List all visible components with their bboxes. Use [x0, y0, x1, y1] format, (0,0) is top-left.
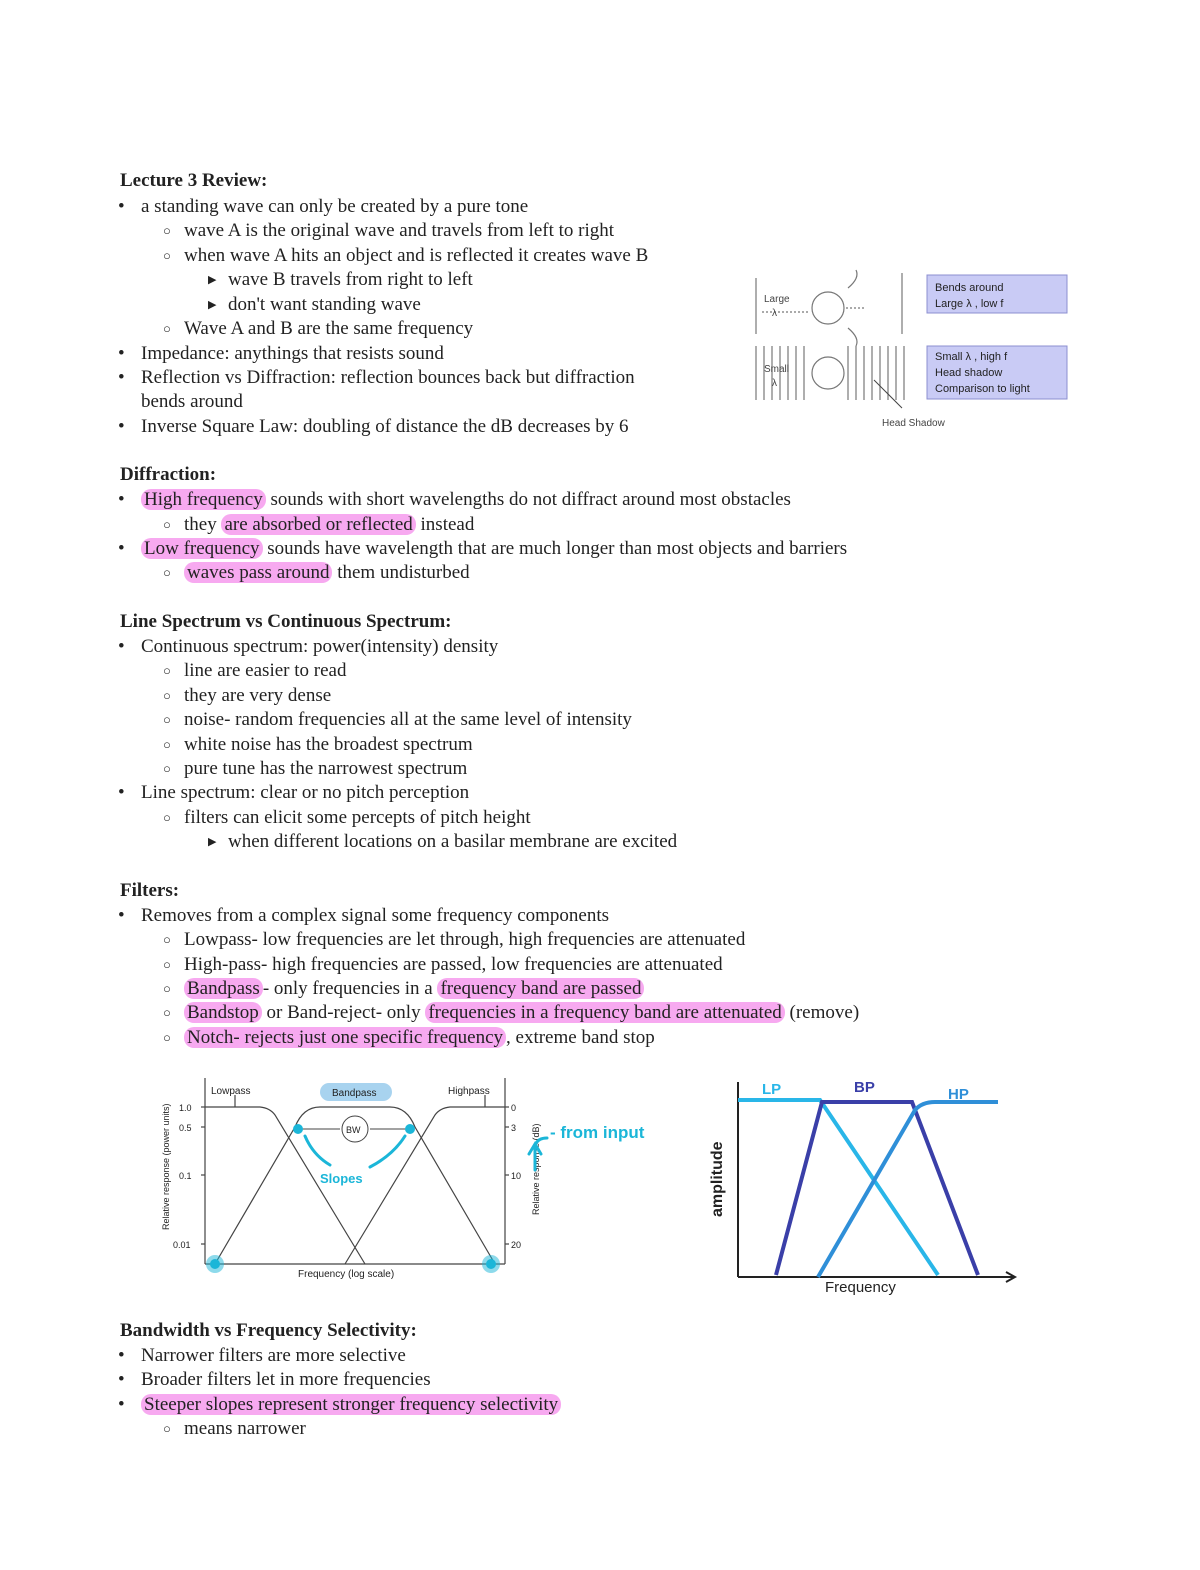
box2-item3: Comparison to light [935, 383, 1030, 395]
bullet: ○ [163, 663, 171, 678]
large-label: Large [764, 294, 790, 305]
bullet: • [118, 367, 125, 388]
bullet: ▶ [208, 836, 217, 848]
bullet: • [118, 343, 125, 364]
bullet: • [118, 636, 125, 657]
heading-lecture3: Lecture 3 Review: [120, 170, 268, 191]
right-tick: 10 [511, 1171, 522, 1181]
bullet: ○ [163, 321, 171, 336]
box1-item1: Bends around [935, 282, 1004, 294]
heading-diffraction: Diffraction: [120, 464, 217, 485]
highlight: are absorbed or reflected [221, 514, 415, 535]
list-item: filters can elicit some percepts of pitch height [184, 807, 531, 828]
lambda-label: λ [772, 308, 777, 319]
filter-sketch-chart [700, 1072, 1030, 1297]
list-item: Narrower filters are more selective [141, 1345, 406, 1366]
list-item: High frequency sounds with short wavelengths do not diffract around most obstacles [141, 489, 791, 511]
filter-response-chart [155, 1070, 650, 1285]
small-label: Small [764, 364, 790, 375]
highlight: waves pass around [184, 562, 332, 583]
bullet: ○ [163, 248, 171, 263]
y-left-axis-label: Relative response (power units) [161, 1103, 171, 1230]
bullet: • [118, 905, 125, 926]
list-item: Wave A and B are the same frequency [184, 318, 474, 339]
bullet: ○ [163, 712, 171, 727]
list-item: when different locations on a basilar membrane are excited [228, 831, 678, 852]
list-item: they are absorbed or reflected instead [184, 514, 475, 535]
bullet: • [118, 489, 125, 510]
highlight: frequency band are passed [437, 978, 644, 999]
right-tick: 3 [511, 1123, 517, 1133]
right-tick: 20 [511, 1240, 522, 1250]
bullet: • [118, 1394, 125, 1415]
box2-item2: Head shadow [935, 367, 1003, 379]
list-item: Inverse Square Law: doubling of distance the dB decreases by 6 [141, 416, 629, 437]
bullet: • [118, 416, 125, 437]
list-item: means narrower [184, 1418, 306, 1439]
bullet: • [118, 196, 125, 217]
list-item: Bandstop or Band-reject- only frequencies in a frequency band are attenuated (remove) [184, 1002, 859, 1024]
frequency-label: Frequency [825, 1279, 896, 1296]
list-item: line are easier to read [184, 660, 347, 681]
left-tick: 0.5 [179, 1123, 192, 1133]
bullet: • [118, 538, 125, 559]
list-item: Bandpass - only frequencies in a frequency band are passed [184, 978, 644, 1000]
highlight: Bandstop [184, 1002, 262, 1023]
bullet: ○ [163, 1421, 171, 1436]
list-item: Continuous spectrum: power(intensity) density [141, 636, 499, 657]
highlight: High frequency [141, 489, 266, 510]
bullet: ○ [163, 981, 171, 996]
list-item-continued: bends around [141, 391, 243, 412]
list-item [141, 1394, 561, 1416]
bullet: • [118, 1345, 125, 1366]
list-item: Low frequency sounds have wavelength that are much longer than most objects and barriers [141, 538, 847, 560]
left-tick: 1.0 [179, 1103, 192, 1113]
hp-label: HP [948, 1086, 969, 1103]
list-item: Line spectrum: clear or no pitch perception [141, 782, 470, 803]
list-item: Removes from a complex signal some frequency components [141, 905, 610, 926]
list-item: when wave A hits an object and is reflected it creates wave B [184, 245, 649, 266]
left-tick: 0.1 [179, 1171, 192, 1181]
bullet: • [118, 1369, 125, 1390]
from-input-annotation: - from input [550, 1123, 645, 1142]
list-item: wave A is the original wave and travels from left to right [184, 220, 615, 241]
list-item: pure tune has the narrowest spectrum [184, 758, 468, 779]
bullet: ○ [163, 1005, 171, 1020]
y-right-axis-label: Relative response (dB) [531, 1123, 541, 1215]
bullet: ○ [163, 565, 171, 580]
highlight: frequencies in a frequency band are attenuated [425, 1002, 784, 1023]
bp-label: BP [854, 1079, 875, 1096]
bullet: ○ [163, 810, 171, 825]
diffraction-figure [752, 268, 1072, 433]
list-item: Broader filters let in more frequencies [141, 1369, 431, 1390]
bullet: ○ [163, 761, 171, 776]
heading-bandwidth: Bandwidth vs Frequency Selectivity: [120, 1320, 417, 1341]
bw-label: BW [346, 1125, 361, 1135]
highlight: Notch- rejects just one specific frequency [184, 1027, 506, 1048]
highpass-label: Highpass [448, 1086, 490, 1097]
highlight: Bandpass [184, 978, 263, 999]
bullet: ▶ [208, 274, 217, 286]
heading-spectrum: Line Spectrum vs Continuous Spectrum: [120, 611, 452, 632]
bullet: ○ [163, 688, 171, 703]
list-item: Notch- rejects just one specific frequency , extreme band stop [184, 1027, 655, 1049]
list-item: noise- random frequencies all at the same level of intensity [184, 709, 632, 730]
highlight: Steeper slopes represent stronger frequency selectivity [141, 1394, 561, 1415]
x-axis-label: Frequency (log scale) [298, 1269, 395, 1280]
lambda-label: λ [772, 378, 777, 389]
slopes-annotation: Slopes [320, 1171, 363, 1186]
highlight: Low frequency [141, 538, 263, 559]
list-item: a standing wave can only be created by a pure tone [141, 196, 529, 217]
list-item: Lowpass- low frequencies are let through, high frequencies are attenuated [184, 929, 746, 950]
head-shadow-label: Head Shadow [882, 418, 945, 429]
amplitude-label: amplitude [709, 1141, 726, 1217]
list-item: white noise has the broadest spectrum [184, 734, 473, 755]
bullet: ○ [163, 932, 171, 947]
list-item: don't want standing wave [228, 294, 421, 315]
box1-item2: Large λ , low f [935, 298, 1004, 310]
left-tick: 0.01 [173, 1240, 191, 1250]
bullet: ○ [163, 957, 171, 972]
box2-item1: Small λ , high f [935, 351, 1008, 363]
bullet: ○ [163, 223, 171, 238]
list-item: High-pass- high frequencies are passed, low frequencies are attenuated [184, 954, 723, 975]
list-item: Impedance: anythings that resists sound [141, 343, 444, 364]
list-item: wave B travels from right to left [228, 269, 473, 290]
bullet: ○ [163, 1030, 171, 1045]
bullet: ○ [163, 517, 171, 532]
bullet: ▶ [208, 299, 217, 311]
bullet: ○ [163, 737, 171, 752]
list-item: waves pass around them undisturbed [184, 562, 470, 584]
bullet: • [118, 782, 125, 803]
right-tick: 0 [511, 1103, 517, 1113]
heading-filters: Filters: [120, 880, 180, 901]
list-item: Reflection vs Diffraction: reflection bounces back but diffraction [141, 367, 635, 388]
lowpass-label: Lowpass [211, 1086, 251, 1097]
list-item: they are very dense [184, 685, 332, 706]
lp-label: LP [762, 1081, 782, 1098]
bandpass-label: Bandpass [332, 1088, 377, 1099]
